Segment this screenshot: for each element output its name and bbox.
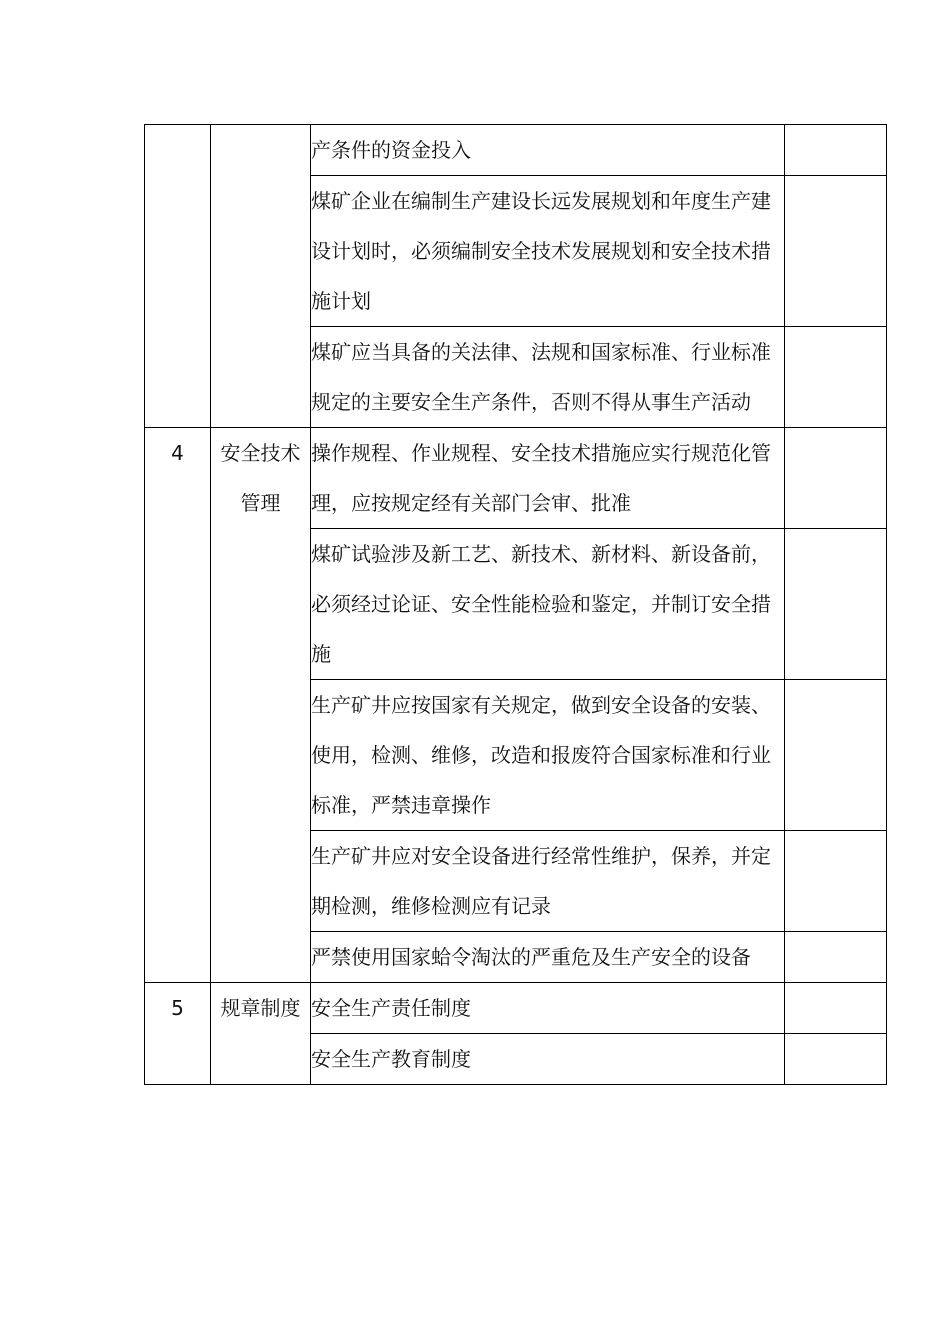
- row-number-cell: 4: [145, 428, 211, 983]
- check-cell: [785, 327, 887, 428]
- item-text: 煤矿企业在编制生产建设长远发展规划和年度生产建设计划时，必须编制安全技术发展规划和安全技术措施计划: [311, 176, 785, 327]
- category-cell: 安全技术管理: [211, 428, 311, 983]
- check-cell: [785, 1034, 887, 1085]
- item-text: 安全生产教育制度: [311, 1034, 785, 1085]
- row-number-cell: 5: [145, 983, 211, 1085]
- check-cell: [785, 125, 887, 176]
- item-text: 煤矿试验涉及新工艺、新技术、新材料、新设备前，必须经过论证、安全性能检验和鉴定，并制订安全措施: [311, 529, 785, 680]
- category-cell: 规章制度: [211, 983, 311, 1085]
- check-cell: [785, 932, 887, 983]
- item-text: 产条件的资金投入: [311, 125, 785, 176]
- check-cell: [785, 983, 887, 1034]
- check-cell: [785, 831, 887, 932]
- item-text: 操作规程、作业规程、安全技术措施应实行规范化管理，应按规定经有关部门会审、批准: [311, 428, 785, 529]
- item-text: 严禁使用国家蛤令淘汰的严重危及生产安全的设备: [311, 932, 785, 983]
- table-row: [145, 125, 887, 176]
- row-number-cell: [145, 125, 211, 428]
- check-cell: [785, 680, 887, 831]
- table-row: [145, 983, 887, 1034]
- item-text: 煤矿应当具备的关法律、法规和国家标准、行业标准规定的主要安全生产条件，否则不得从事生产活动: [311, 327, 785, 428]
- check-cell: [785, 176, 887, 327]
- check-cell: [785, 428, 887, 529]
- check-cell: [785, 529, 887, 680]
- category-cell: [211, 125, 311, 428]
- item-text: 生产矿井应对安全设备进行经常性维护，保养，并定期检测，维修检测应有记录: [311, 831, 785, 932]
- checklist-table: [144, 124, 887, 1085]
- table-row: [145, 428, 887, 529]
- item-text: 生产矿井应按国家有关规定，做到安全设备的安装、使用，检测、维修，改造和报废符合国家标准和行业标准，严禁违章操作: [311, 680, 785, 831]
- item-text: 安全生产责任制度: [311, 983, 785, 1034]
